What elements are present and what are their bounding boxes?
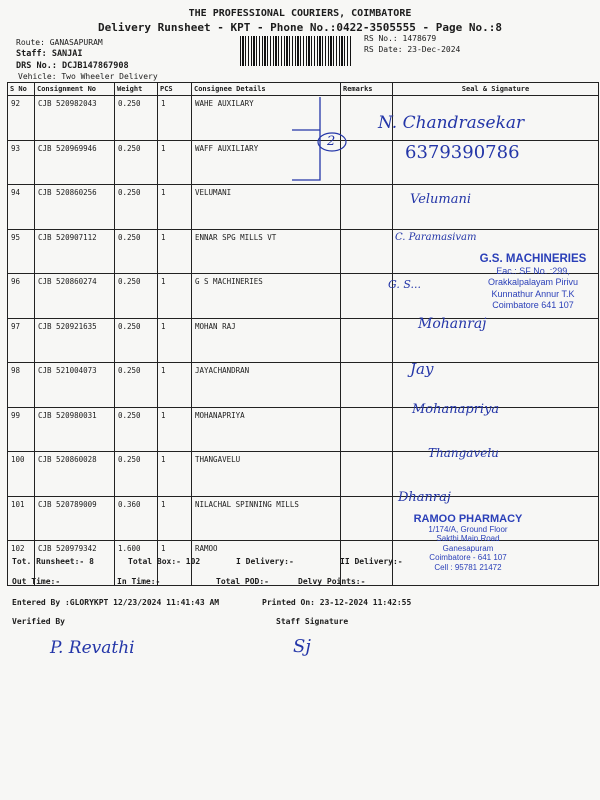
stamp-ramoo-line3: Sakthi Main Road (436, 534, 500, 543)
staff-label: Staff: SANJAI (16, 49, 83, 59)
col-header-consignment: Consignment No (35, 83, 115, 96)
cell-weight: 0.250 (115, 185, 158, 230)
cell-consignee: ENNAR SPG MILLS VT (192, 229, 341, 274)
signature-95: C. Paramasivam (395, 232, 477, 243)
cell-weight: 0.360 (115, 496, 158, 541)
cell-consignee: RAMOO (192, 541, 341, 586)
stamp-ramoo-line5: Coimbatore - 641 107 (429, 553, 507, 562)
cell-remarks (341, 407, 393, 452)
col-header-remarks: Remarks (341, 83, 393, 96)
cell-consignee: MOHAN RAJ (192, 318, 341, 363)
cell-consignee: NILACHAL SPINNING MILLS (192, 496, 341, 541)
signature-94: Velumani (410, 192, 472, 207)
cell-consignment: CJB 520982043 (35, 96, 115, 141)
table-row (8, 452, 599, 497)
out-time: Out Time:- (12, 577, 61, 586)
total-box: Total Box:- 102 (128, 557, 201, 566)
signature-98: Jay (410, 360, 434, 378)
cell-weight: 0.250 (115, 229, 158, 274)
cell-remarks (341, 363, 393, 408)
stamp-ramoo-line4: Ganesapuram (442, 543, 494, 553)
cell-pcs: 1 (158, 229, 192, 274)
cell-consignment: CJB 520860274 (35, 274, 115, 319)
col-header-consignee: Consignee Details (192, 83, 341, 96)
col-header-pcs: PCS (158, 83, 192, 96)
staff-signature: Sj (293, 636, 311, 657)
cell-weight: 0.250 (115, 96, 158, 141)
cell-pcs: 1 (158, 496, 192, 541)
cell-pcs: 1 (158, 96, 192, 141)
cell-sno: 95 (8, 229, 35, 274)
cell-remarks (341, 185, 393, 230)
cell-consignee: G S MACHINERIES (192, 274, 341, 319)
cell-sno: 98 (8, 363, 35, 408)
signature-100: Thangavelu (428, 446, 499, 460)
verified-by-signature: P. Revathi (50, 638, 135, 658)
cell-consignment: CJB 520860256 (35, 185, 115, 230)
company-title: THE PROFESSIONAL COURIERS, COIMBATORE (188, 8, 412, 19)
in-time: In Time:- (117, 577, 161, 586)
cell-sno: 96 (8, 274, 35, 319)
total-pod: Total POD:- (216, 577, 269, 586)
cell-pcs: 1 (158, 140, 192, 185)
table-header-row (8, 83, 599, 96)
stamp-gs-line5: Coimbatore 641 107 (492, 300, 574, 310)
cell-weight: 0.250 (115, 407, 158, 452)
ramoo-pharmacy-stamp (398, 515, 538, 572)
signature-99: Mohanapriya (412, 402, 500, 417)
signature-97: Mohanraj (418, 316, 487, 332)
cell-remarks (341, 496, 393, 541)
cell-remarks (341, 274, 393, 319)
stamp-ramoo-line1: RAMOO PHARMACY (413, 513, 523, 525)
stamp-ramoo-line6: Cell : 95781 21472 (434, 562, 502, 572)
cell-pcs: 1 (158, 363, 192, 408)
table-row (8, 363, 599, 408)
vehicle-label: Vehicle: Two Wheeler Delivery (18, 72, 158, 81)
cell-consignee: VELUMANI (192, 185, 341, 230)
rs-date: RS Date: 23-Dec-2024 (364, 45, 461, 54)
cell-sno: 92 (8, 96, 35, 141)
table-row (8, 185, 599, 230)
route-label: Route: GANASAPURAM (16, 38, 103, 47)
cell-sno: 99 (8, 407, 35, 452)
cell-weight: 0.250 (115, 452, 158, 497)
cell-consignment: CJB 520969946 (35, 140, 115, 185)
col-header-sno: S No (8, 83, 35, 96)
signature-101: Dhanraj (398, 490, 451, 505)
cell-consignee: MOHANAPRIYA (192, 407, 341, 452)
cell-consignee: JAYACHANDRAN (192, 363, 341, 408)
cell-consignment: CJB 520921635 (35, 318, 115, 363)
cell-weight: 0.250 (115, 274, 158, 319)
cell-sno: 100 (8, 452, 35, 497)
printed-on: Printed On: 23-12-2024 11:42:55 (262, 598, 412, 607)
cell-weight: 0.250 (115, 363, 158, 408)
stamp-ramoo-line2: 1/174/A, Ground Floor (428, 524, 508, 534)
cell-sno: 102 (8, 541, 35, 586)
cell-consignment: CJB 520907112 (35, 229, 115, 274)
cell-remarks (341, 452, 393, 497)
cell-consignment: CJB 520980031 (35, 407, 115, 452)
cell-remarks (341, 229, 393, 274)
cell-remarks (341, 318, 393, 363)
col-header-seal-signature: Seal & Signature (393, 83, 599, 96)
gs-machineries-stamp (466, 254, 600, 312)
cell-sno: 94 (8, 185, 35, 230)
cell-weight: 0.250 (115, 140, 158, 185)
total-runsheet: Tot. Runsheet:- 8 (12, 557, 94, 566)
cell-sno: 101 (8, 496, 35, 541)
cell-weight: 1.600 (115, 541, 158, 586)
stamp-gs-line2: Eac.: SF No. :299, (496, 265, 570, 276)
signature-96: G. S... (388, 278, 422, 291)
signature-93-phone: 6379390786 (405, 142, 520, 163)
bracket-mark (290, 95, 350, 185)
cell-consignee: WAHE AUXILARY (192, 96, 341, 141)
cell-consignment: CJB 520860028 (35, 452, 115, 497)
entered-by: Entered By :GLORYKPT 12/23/2024 11:41:43 AM (12, 598, 220, 607)
runsheet-title: Delivery Runsheet - KPT - Phone No.:0422-3505555 - Page No.:8 (98, 21, 502, 34)
signature-93-name: N. Chandrasekar (378, 113, 525, 133)
delivery-points: Delvy Points:- (298, 577, 366, 586)
stamp-gs-line1: G.S. MACHINERIES (479, 253, 587, 265)
cell-pcs: 1 (158, 541, 192, 586)
cell-consignment: CJB 521004073 (35, 363, 115, 408)
cell-pcs: 1 (158, 452, 192, 497)
cell-sno: 93 (8, 140, 35, 185)
rs-number: RS No.: 1478679 (364, 34, 437, 43)
cell-pcs: 1 (158, 407, 192, 452)
circled-number: 2 (327, 134, 336, 149)
cell-consignee: WAFF AUXILIARY (192, 140, 341, 185)
drs-number: DRS No.: DCJB147867908 (16, 61, 129, 71)
cell-consignment: CJB 520789009 (35, 496, 115, 541)
cell-consignment: CJB 520979342 (35, 541, 115, 586)
cell-consignee: THANGAVELU (192, 452, 341, 497)
cell-pcs: 1 (158, 274, 192, 319)
i-delivery: I Delivery:- (236, 557, 294, 566)
cell-pcs: 1 (158, 185, 192, 230)
cell-weight: 0.250 (115, 318, 158, 363)
barcode-image (240, 36, 352, 66)
ii-delivery: II Delivery:- (340, 557, 403, 566)
staff-signature-label: Staff Signature (276, 617, 349, 626)
stamp-gs-line4: Kunnathur Annur T.K (491, 288, 575, 299)
table-row (8, 407, 599, 452)
stamp-gs-line3: Orakkalpalayam Pirivu (487, 277, 579, 287)
cell-pcs: 1 (158, 318, 192, 363)
cell-sno: 97 (8, 318, 35, 363)
col-header-weight: Weight (115, 83, 158, 96)
verified-by-label: Verified By (12, 617, 65, 626)
table-row (8, 318, 599, 363)
